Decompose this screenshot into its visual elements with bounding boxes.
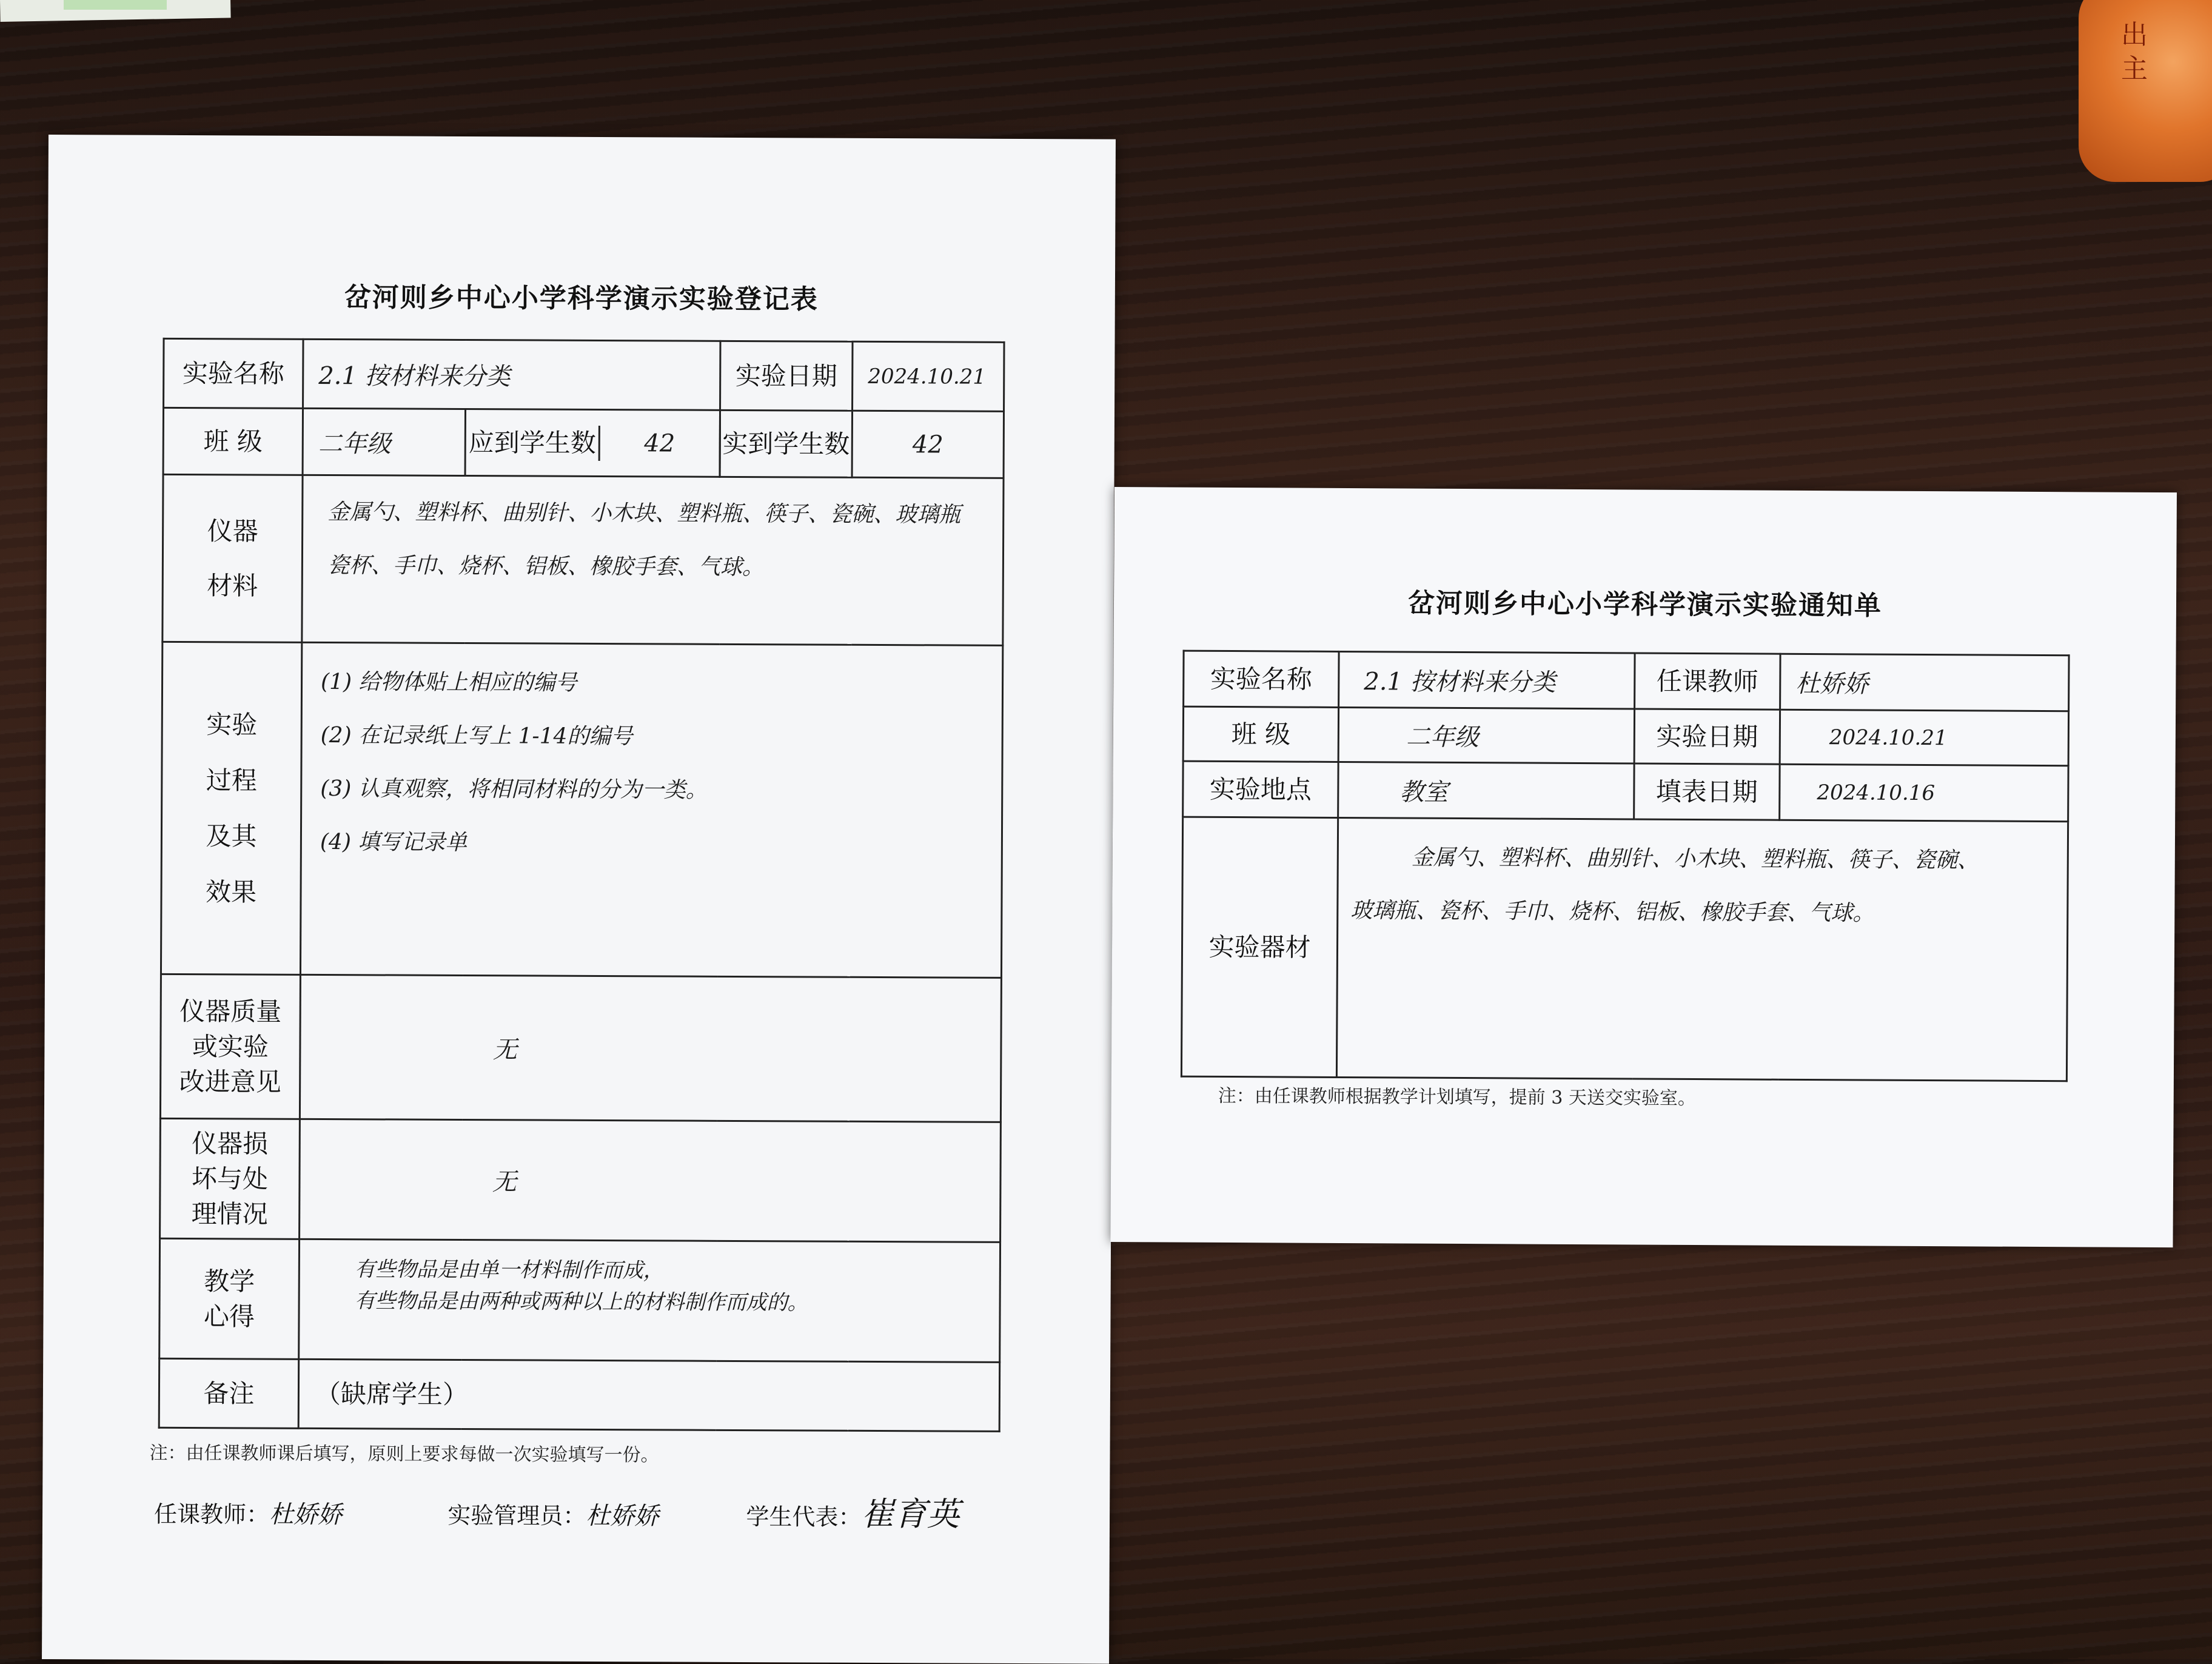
admin-signature-label: 实验管理员：: [447, 1501, 586, 1529]
notice-value-fill-date: 2024.10.16: [1780, 764, 2068, 821]
notice-form-sheet: [1110, 487, 2176, 1247]
notice-value-location: 教室: [1338, 762, 1634, 819]
label-process-2: 过程: [206, 765, 257, 796]
label-process-1: 实验: [206, 709, 258, 740]
process-step: (3) 认真观察，将相同材料的分为一类。: [320, 776, 708, 803]
label-actual-students: 实到学生数: [720, 410, 852, 477]
label-damage-3: 理情况: [191, 1198, 268, 1229]
signature-row: [154, 1485, 960, 1535]
label-process-4: 效果: [205, 876, 257, 907]
equipment-line-2: 瓷杯、手巾、烧杯、铝板、橡胶手套、气球。: [327, 553, 765, 580]
process-step: (1) 给物体贴上相应的编号: [320, 669, 577, 696]
label-equipment-line1: 仪器: [207, 515, 258, 546]
reflection-line-1: 有些物品是由单一材料制作而成，: [354, 1257, 664, 1283]
notice-label-fill-date: 填表日期: [1634, 763, 1780, 820]
label-process-3: 及其: [206, 820, 257, 851]
register-form-title: 岔河则乡中心小学科学演示实验登记表: [344, 282, 819, 315]
notice-label-experiment-date: 实验日期: [1634, 709, 1780, 764]
process-step: (2) 在记录纸上写上 1-14的编号: [320, 722, 633, 750]
label-expected-students: 应到学生数: [466, 425, 600, 461]
register-footer-note: 注：由任课教师课后填写，原则上要求每做一次实验填写一份。: [149, 1442, 659, 1466]
process-step: (4) 填写记录单: [320, 829, 468, 856]
notice-label-experiment-name: 实验名称: [1184, 651, 1339, 707]
label-reflection: [159, 1238, 300, 1359]
student-signature-label: 学生代表：: [746, 1503, 862, 1531]
reflection-line-2: 有些物品是由两种或两种以上的材料制作而成的。: [354, 1289, 808, 1315]
admin-signature: 杜娇娇: [586, 1501, 659, 1531]
student-signature: 崔育英: [861, 1494, 960, 1534]
notice-form-title: 岔河则乡中心小学科学演示实验通知单: [1407, 588, 1883, 622]
label-quality-2: 或实验: [192, 1031, 269, 1062]
value-damage: 无: [300, 1119, 1001, 1242]
notice-label-location: 实验地点: [1183, 761, 1338, 817]
value-experiment-date: 2024.10.21: [853, 341, 1004, 411]
value-equipment: [302, 475, 1004, 645]
label-experiment-name: 实验名称: [164, 338, 303, 408]
label-reflection-2: 心得: [203, 1301, 255, 1332]
notice-value-experiment-date: 2024.10.21: [1780, 710, 2068, 765]
label-process: [161, 642, 301, 975]
value-experiment-name: 2.1 按材料来分类: [303, 339, 721, 410]
register-form-sheet: [42, 135, 1116, 1664]
notice-label-class: 班 级: [1183, 706, 1338, 762]
teacher-signature-label: 任课教师：: [153, 1500, 270, 1528]
label-quality-1: 仪器质量: [179, 996, 282, 1027]
notice-value-teacher: 杜娇娇: [1780, 654, 2069, 711]
value-process: [300, 642, 1002, 978]
label-damage-2: 坏与处: [191, 1163, 269, 1194]
notice-value-experiment-name: 2.1 按材料来分类: [1339, 651, 1635, 709]
notice-value-class: 二年级: [1338, 707, 1634, 763]
label-equipment-line2: 材料: [207, 570, 258, 601]
notice-materials-line-2: 玻璃瓶、瓷杯、手巾、烧杯、铝板、橡胶手套、气球。: [1350, 898, 1875, 926]
label-damage-1: 仪器损: [192, 1128, 269, 1159]
label-remarks: 备注: [159, 1358, 298, 1428]
notice-label-teacher: 任课教师: [1635, 653, 1780, 710]
teacher-signature: 杜娇娇: [269, 1500, 343, 1529]
notice-footer-note: 注：由任课教师根据教学计划填写，提前 3 天送交实验室。: [1218, 1085, 1696, 1110]
notice-materials-line-1: 金属勺、塑料杯、曲别针、小木块、塑料瓶、筷子、瓷碗、: [1411, 845, 1979, 873]
equipment-line-1: 金属勺、塑料杯、曲别针、小木块、塑料瓶、筷子、瓷碗、玻璃瓶: [327, 500, 961, 528]
label-damage: [160, 1118, 300, 1239]
label-quality-3: 改进意见: [179, 1066, 281, 1097]
value-actual-students: 42: [852, 411, 1004, 478]
label-equipment: [163, 474, 303, 642]
tape-label: 出主: [2121, 19, 2148, 84]
notice-form-table: [1181, 650, 2070, 1082]
notice-value-materials: [1336, 817, 2068, 1081]
value-remarks: （缺席学生）: [298, 1359, 1000, 1431]
value-quality: 无: [300, 975, 1001, 1122]
value-class: 二年级: [303, 408, 465, 475]
register-form-table: [158, 338, 1005, 1432]
label-class: 班 级: [163, 408, 303, 475]
label-experiment-date: 实验日期: [720, 341, 853, 411]
notice-label-materials: 实验器材: [1181, 817, 1338, 1077]
value-reflection: [299, 1239, 1000, 1362]
label-reflection-1: 教学: [204, 1266, 255, 1297]
orange-tape-roll: [2079, 0, 2212, 182]
value-expected-students: 42: [644, 429, 675, 458]
background-green-strip: [64, 0, 167, 10]
label-quality: [160, 974, 300, 1119]
